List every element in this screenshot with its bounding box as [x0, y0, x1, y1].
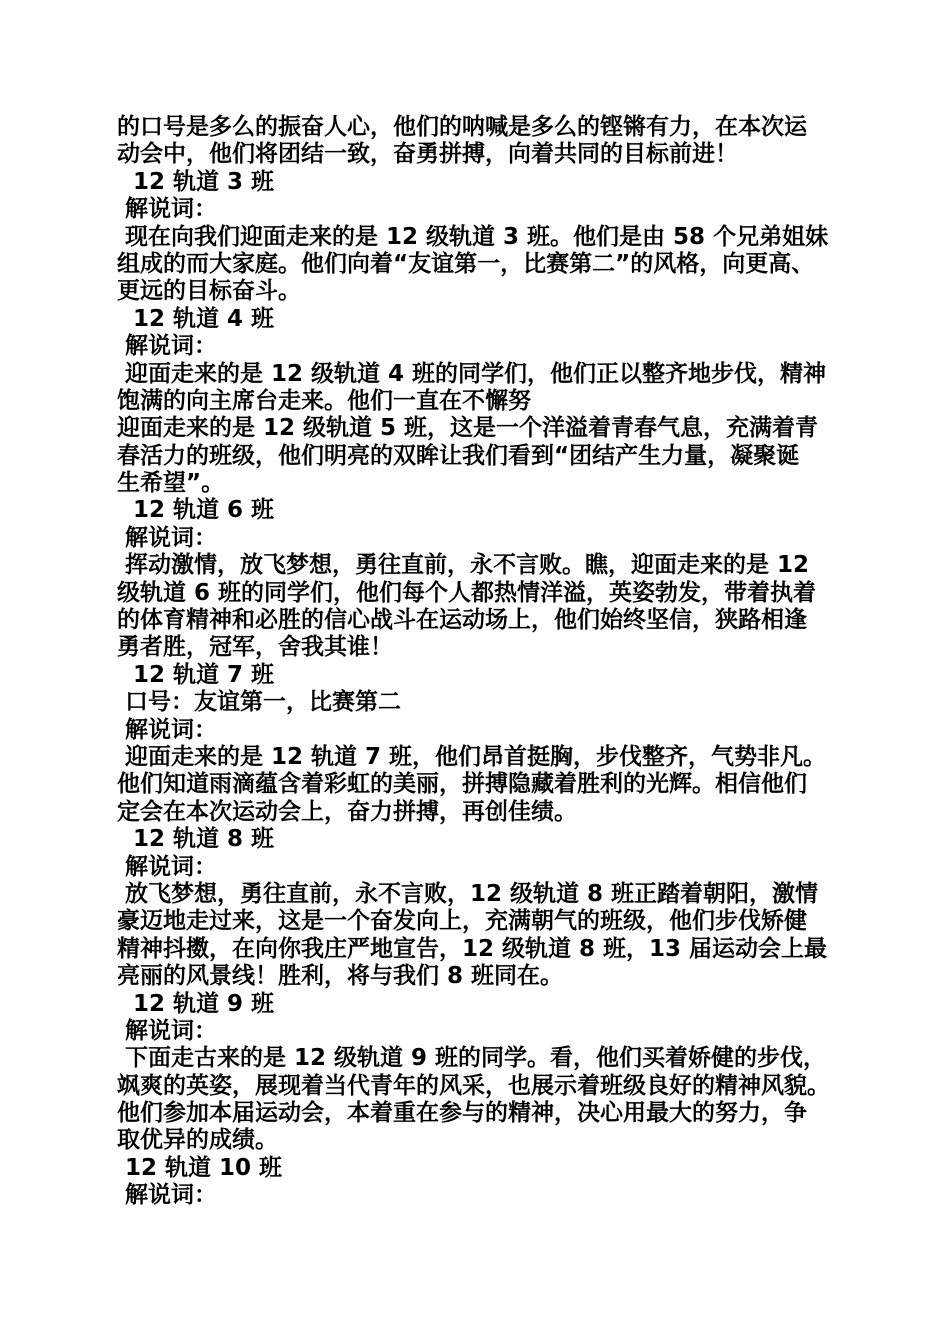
text-line: 迎面走来的是 12 轨道 7 班，他们昂首挺胸，步伐整齐，气势非凡。: [117, 743, 827, 770]
text-line: 口号：友谊第一，比赛第二: [117, 689, 402, 716]
text-line: 解说词：: [117, 333, 218, 360]
text-line: 级轨道 6 班的同学们，他们每个人都热情洋溢，英姿勃发，带着执着: [117, 579, 817, 606]
text-line: 动会中，他们将团结一致，奋勇拼搏，向着共同的目标前进！: [117, 141, 738, 168]
text-line: 现在向我们迎面走来的是 12 级轨道 3 班。他们是由 58 个兄弟姐妹: [117, 223, 829, 250]
text-line: 豪迈地走过来，这是一个奋发向上，充满朝气的班级，他们步伐矫健: [117, 908, 807, 935]
text-line: 12 轨道 7 班: [117, 661, 275, 688]
text-line: 12 轨道 9 班: [117, 990, 275, 1017]
text-line: 他们参加本届运动会，本着重在参与的精神，决心用最大的努力，争: [117, 1100, 807, 1127]
text-line: 定会在本次运动会上，奋力拼搏，再创佳绩。: [117, 798, 577, 825]
text-line: 他们知道雨滴蕴含着彩虹的美丽，拼搏隐藏着胜利的光辉。相信他们: [117, 771, 807, 798]
text-line: 12 轨道 8 班: [117, 826, 275, 853]
text-line: 更远的目标奋斗。: [117, 278, 301, 305]
text-line: 下面走古来的是 12 级轨道 9 班的同学。看，他们买着娇健的步伐，: [117, 1045, 827, 1072]
text-line: 生希望”。: [117, 470, 225, 497]
text-line: 的口号是多么的振奋人心，他们的呐喊是多么的铿锵有力，在本次运: [117, 114, 807, 140]
text-line: 精神抖擞，在向你我庄严地宣告，12 级轨道 8 班，13 届运动会上最: [117, 935, 828, 962]
text-line: 解说词：: [117, 716, 218, 743]
text-line: 12 轨道 10 班: [117, 1154, 283, 1181]
text-line: 亮丽的风景线！胜利，将与我们 8 班同在。: [117, 963, 564, 990]
text-line: 解说词：: [117, 196, 218, 223]
text-line: 挥动激情，放飞梦想，勇往直前，永不言败。瞧，迎面走来的是 12: [117, 552, 810, 579]
text-line: 的体育精神和必胜的信心战斗在运动场上，他们始终坚信，狭路相逢: [117, 607, 807, 634]
text-line: 放飞梦想，勇往直前，永不言败，12 级轨道 8 班正踏着朝阳，激情: [117, 880, 819, 907]
text-line: 组成的而大家庭。他们向着“友谊第一，比赛第二”的风格，向更高、: [117, 250, 815, 277]
text-line: 解说词：: [117, 853, 218, 880]
text-line: 迎面走来的是 12 级轨道 5 班，这是一个洋溢着青春气息，充满着青: [117, 415, 819, 442]
document-body: [117, 114, 842, 1210]
text-line: 解说词：: [117, 1017, 218, 1044]
text-line: 取优异的成绩。: [117, 1127, 278, 1154]
text-line: 春活力的班级，他们明亮的双眸让我们看到“团结产生力量，凝聚诞: [117, 442, 800, 469]
text-line: 解说词：: [117, 524, 218, 551]
text-line: 解说词：: [117, 1182, 218, 1209]
text-line: 12 轨道 4 班: [117, 305, 275, 332]
text-line: 勇者胜，冠军，舍我其谁！: [117, 634, 393, 661]
text-line: 饱满的向主席台走来。他们一直在不懈努: [117, 387, 531, 414]
text-line: 飒爽的英姿，展现着当代青年的风采，也展示着班级良好的精神风貌。: [117, 1072, 830, 1099]
text-line: 12 轨道 3 班: [117, 168, 275, 195]
text-line: 迎面走来的是 12 级轨道 4 班的同学们，他们正以整齐地步伐，精神: [117, 360, 827, 387]
text-line: 12 轨道 6 班: [117, 497, 275, 524]
